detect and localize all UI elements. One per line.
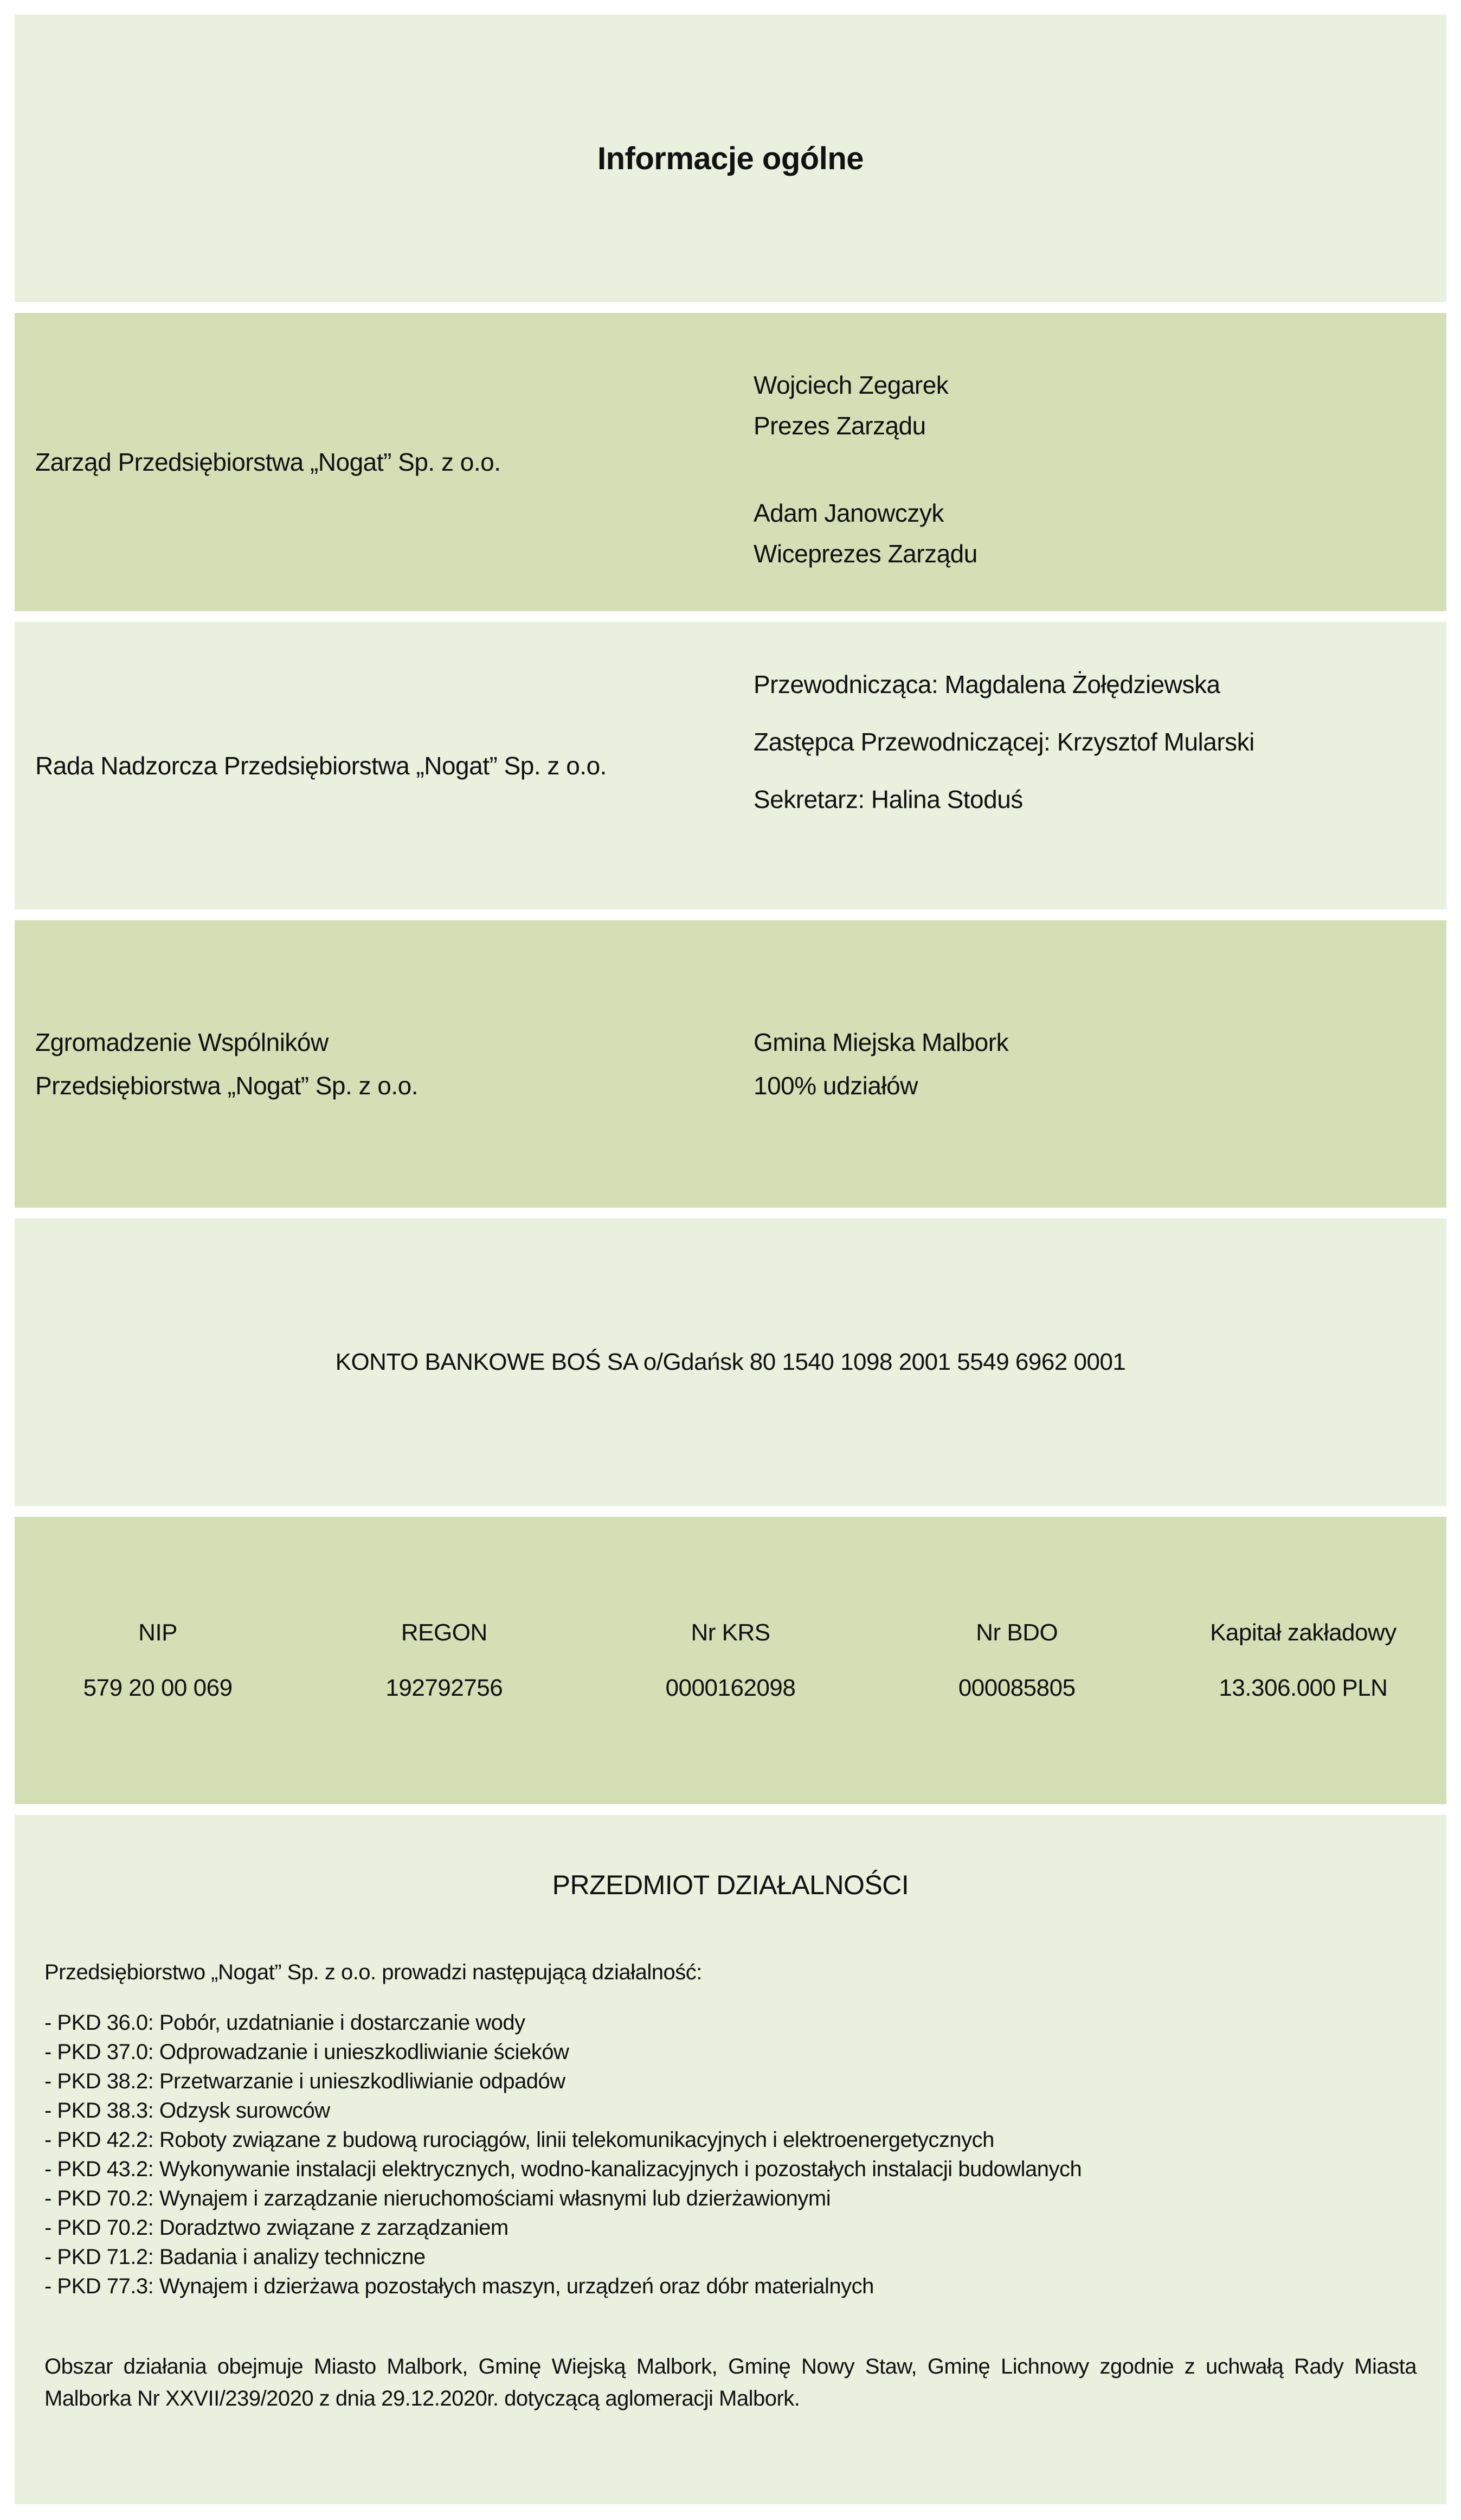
shareholders-label-line: Zgromadzenie Wspólników — [35, 1028, 329, 1056]
board-member-name: Wojciech Zegarek — [754, 371, 949, 399]
section-registry — [15, 1517, 1446, 1804]
pkd-item: - PKD 38.2: Przetwarzanie i unieszkodliwianie odpadów — [44, 2069, 565, 2093]
registry-table — [15, 1619, 1446, 1702]
section-divider — [0, 302, 1461, 313]
supervisory-board-members — [754, 622, 1426, 909]
pkd-item: - PKD 43.2: Wykonywanie instalacji elektrycznych, wodno-kanalizacyjnych i pozostałych instalacji budowlanych — [44, 2157, 1082, 2181]
registry-header: Nr BDO — [976, 1619, 1058, 1646]
registry-header: Kapitał zakładowy — [1210, 1619, 1396, 1646]
registry-column-capital — [1160, 1619, 1446, 1702]
section-divider — [0, 611, 1461, 622]
board-label: Zarząd Przedsiębiorstwa „Nogat” Sp. z o.o. — [35, 448, 501, 476]
registry-column-krs — [587, 1619, 873, 1702]
pkd-item: - PKD 42.2: Roboty związane z budową rurociągów, linii telekomunikacyjnych i elektroenergetycznych — [44, 2128, 994, 2152]
registry-value: 579 20 00 069 — [83, 1675, 233, 1701]
registry-value: 13.306.000 PLN — [1219, 1675, 1388, 1701]
pkd-item: - PKD 38.3: Odzysk surowców — [44, 2099, 330, 2123]
pkd-list — [44, 2008, 1417, 2301]
registry-column-regon — [301, 1619, 587, 1702]
board-members — [754, 313, 1426, 611]
section-divider — [0, 1506, 1461, 1517]
section-divider — [0, 1208, 1461, 1219]
section-divider — [0, 909, 1461, 920]
business-activity-title: PRZEDMIOT DZIAŁALNOŚCI — [552, 1870, 909, 1900]
registry-header: REGON — [401, 1619, 487, 1646]
pkd-item: - PKD 71.2: Badania i analizy techniczne — [44, 2245, 426, 2269]
business-activity-intro: Przedsiębiorstwo „Nogat” Sp. z o.o. prowadzi następującą działalność: — [44, 1960, 702, 1984]
section-bank-account — [15, 1219, 1446, 1506]
pkd-item: - PKD 70.2: Doradztwo związane z zarządzaniem — [44, 2216, 509, 2240]
supervisory-member: Zastępca Przewodniczącej: Krzysztof Mularski — [754, 728, 1254, 756]
supervisory-board-label: Rada Nadzorcza Przedsiębiorstwa „Nogat” Sp. z o.o. — [35, 752, 607, 780]
shareholder-share: 100% udziałów — [754, 1072, 918, 1100]
registry-value: 0000162098 — [665, 1675, 796, 1701]
blank-line — [754, 446, 1426, 493]
board-member-role: Prezes Zarządu — [754, 412, 926, 440]
board-member-role: Wiceprezes Zarządu — [754, 540, 977, 568]
shareholders-details — [754, 920, 1426, 1208]
top-margin — [0, 0, 1461, 15]
pkd-item: - PKD 37.0: Odprowadzanie i unieszkodliwianie ścieków — [44, 2040, 569, 2064]
section-board — [15, 313, 1446, 611]
pkd-item: - PKD 36.0: Pobór, uzdatnianie i dostarczanie wody — [44, 2011, 525, 2035]
supervisory-member: Sekretarz: Halina Stoduś — [754, 785, 1023, 813]
registry-value: 192792756 — [385, 1675, 503, 1701]
registry-column-nip — [15, 1619, 301, 1702]
section-business-activity — [15, 1815, 1446, 2504]
board-member-name: Adam Janowczyk — [754, 499, 944, 527]
registry-value: 000085805 — [958, 1675, 1076, 1701]
pkd-item: - PKD 70.2: Wynajem i zarządzanie nieruchomościami własnymi lub dzierżawionymi — [44, 2186, 831, 2210]
shareholder-owner: Gmina Miejska Malbork — [754, 1028, 1009, 1056]
shareholders-label-line: Przedsiębiorstwa „Nogat” Sp. z o.o. — [35, 1072, 419, 1100]
page-title: Informacje ogólne — [597, 140, 864, 176]
registry-column-bdo — [874, 1619, 1160, 1702]
shareholders-label — [35, 920, 754, 1208]
section-shareholders — [15, 920, 1446, 1208]
bank-account-line: KONTO BANKOWE BOŚ SA o/Gdańsk 80 1540 1098 2001 5549 6962 0001 — [335, 1349, 1126, 1375]
registry-header: NIP — [138, 1619, 178, 1646]
supervisory-member: Przewodnicząca: Magdalena Żołędziewska — [754, 670, 1220, 698]
service-area-note: Obszar działania obejmuje Miasto Malbork, Gminę Wiejską Malbork, Gminę Nowy Staw, Gminę Lichnowy zgodnie z uchwałą Rady Miasta Malborka Nr XXVII/239/2020 z dnia 29.12.2020r. dotyczącą aglomeracji Malbork. — [44, 2355, 1417, 2410]
section-divider — [0, 1804, 1461, 1815]
registry-header: Nr KRS — [691, 1619, 770, 1646]
section-header — [15, 15, 1446, 302]
section-supervisory-board — [15, 622, 1446, 909]
pkd-item: - PKD 77.3: Wynajem i dzierżawa pozostałych maszyn, urządzeń oraz dóbr materialnych — [44, 2274, 874, 2298]
